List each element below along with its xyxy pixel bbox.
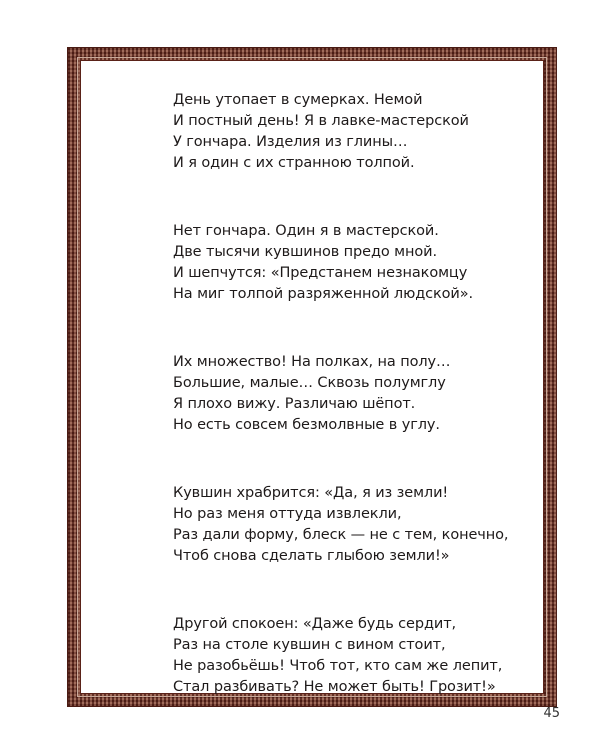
poem-line: Но есть совсем безмолвные в углу. — [173, 417, 440, 433]
poem-line: Не разобьёшь! Чтоб тот, кто сам же лепит, — [173, 658, 503, 674]
poem-line: Стал разбивать? Не может быть! Грозит!» — [173, 679, 496, 695]
poem-line: И я один с их странною толпой. — [173, 155, 415, 171]
poem-line: Раз на столе кувшин с вином стоит, — [173, 637, 446, 653]
poem-line: Но раз меня оттуда извлекли, — [173, 506, 402, 522]
stanza-3 — [173, 352, 513, 436]
page-number: 45 — [543, 706, 560, 721]
stanza-5 — [173, 614, 513, 698]
poem-line: И постный день! Я в лавке-мастерской — [173, 113, 469, 129]
stanza-4 — [173, 483, 513, 567]
poem-line: Их множество! На полках, на полу… — [173, 354, 451, 370]
poem-line: Кувшин храбрится: «Да, я из земли! — [173, 485, 449, 501]
poem-line: У гончара. Изделия из глины… — [173, 134, 408, 150]
poem-line: На миг толпой разряженной людской». — [173, 286, 474, 302]
poem-line: Большие, малые… Сквозь полумглу — [173, 375, 446, 391]
poem — [173, 90, 513, 698]
stanza-2 — [173, 221, 513, 305]
poem-line: Я плохо вижу. Различаю шёпот. — [173, 396, 416, 412]
stanza-1 — [173, 90, 513, 174]
poem-line: Раз дали форму, блеск — не с тем, конечно, — [173, 527, 509, 543]
poem-line: И шепчутся: «Предстанем незнакомцу — [173, 265, 468, 281]
poem-line: Две тысячи кувшинов предо мной. — [173, 244, 438, 260]
poem-line: День утопает в сумерках. Немой — [173, 92, 423, 108]
poem-line: Другой спокоен: «Даже будь сердит, — [173, 616, 457, 632]
poem-line: Чтоб снова сделать глыбою земли!» — [173, 548, 450, 564]
poem-line: Нет гончара. Один я в мастерской. — [173, 223, 439, 239]
